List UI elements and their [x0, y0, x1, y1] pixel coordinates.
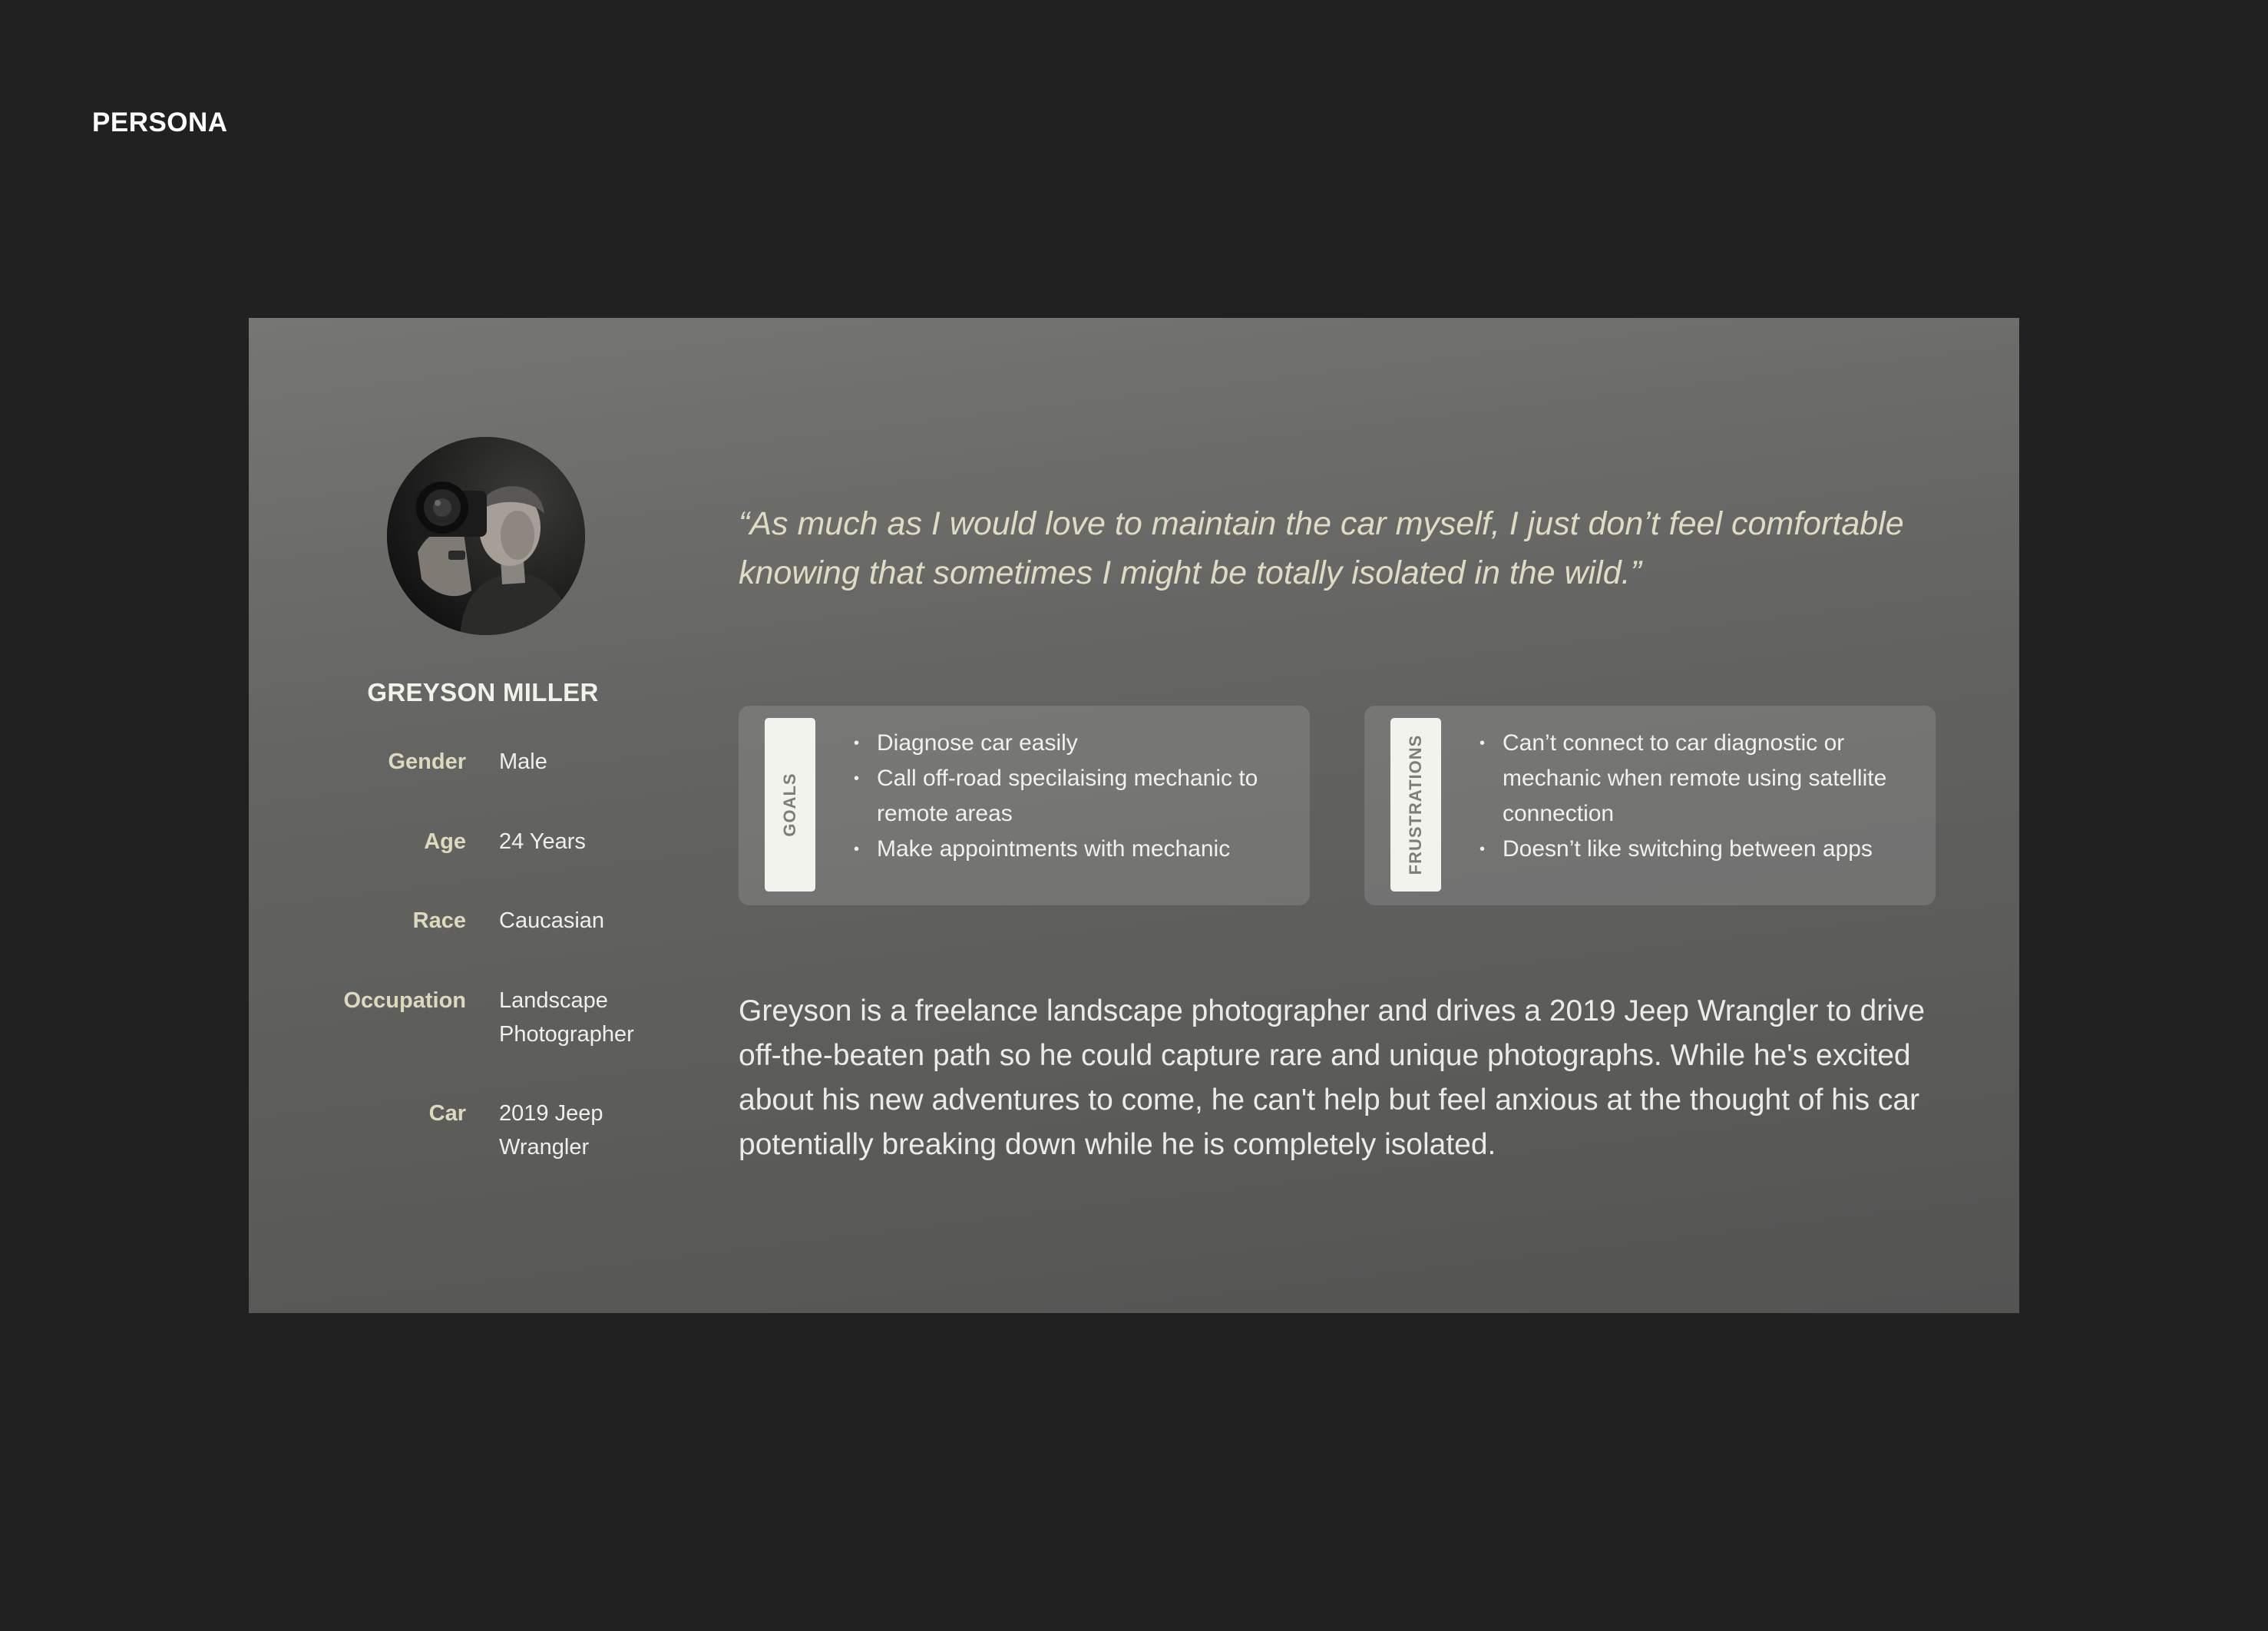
- attr-label-occupation: Occupation: [343, 988, 466, 1013]
- frustrations-title: FRUSTRATIONS: [1406, 734, 1425, 875]
- persona-bio: Greyson is a freelance landscape photographer and drives a 2019 Jeep Wrangler to drive off-the-beaten path so he could capture rare and unique photographs. While he's excited about his new adventures to come, he can't help but feel anxious at the thought of his car potentially breaking down while he is completely isolated.: [739, 994, 1926, 1161]
- goal-item: • Call off-road specilaising mechanic to remote areas: [854, 761, 1291, 832]
- goals-panel: [739, 706, 1310, 905]
- attr-value-gender: Male: [499, 749, 547, 774]
- frustrations-tag: [1390, 718, 1441, 892]
- persona-name: GREYSON MILLER: [367, 678, 599, 706]
- frustrations-panel: [1364, 706, 1936, 905]
- persona-quote: “As much as I would love to maintain the car myself, I just don’t feel comfortable knowing that sometimes I might be totally isolated in the wild.”: [739, 505, 1904, 591]
- frustrations-list: [1479, 726, 1917, 867]
- page-title: PERSONA: [92, 108, 228, 137]
- frustration-item: • Can’t connect to car diagnostic or mechanic when remote using satellite connection: [1479, 726, 1917, 832]
- attr-label-race: Race: [412, 908, 466, 933]
- attr-value-age: 24 Years: [499, 829, 586, 854]
- avatar: [387, 437, 585, 635]
- attr-label-car: Car: [428, 1101, 466, 1126]
- attr-label-age: Age: [424, 829, 466, 854]
- frustration-item: • Doesn’t like switching between apps: [1479, 832, 1917, 867]
- goals-title: GOALS: [780, 772, 799, 837]
- goals-tag: [765, 718, 815, 892]
- attr-label-gender: Gender: [388, 749, 466, 774]
- goal-item: • Diagnose car easily: [854, 726, 1291, 761]
- avatar-photo: [387, 437, 585, 635]
- attr-value-car: 2019 Jeep Wrangler: [499, 1101, 603, 1160]
- goals-list: [854, 726, 1291, 867]
- goal-item: • Make appointments with mechanic: [854, 832, 1291, 867]
- attr-value-occupation: Landscape Photographer: [499, 988, 634, 1047]
- attr-value-race: Caucasian: [499, 908, 605, 933]
